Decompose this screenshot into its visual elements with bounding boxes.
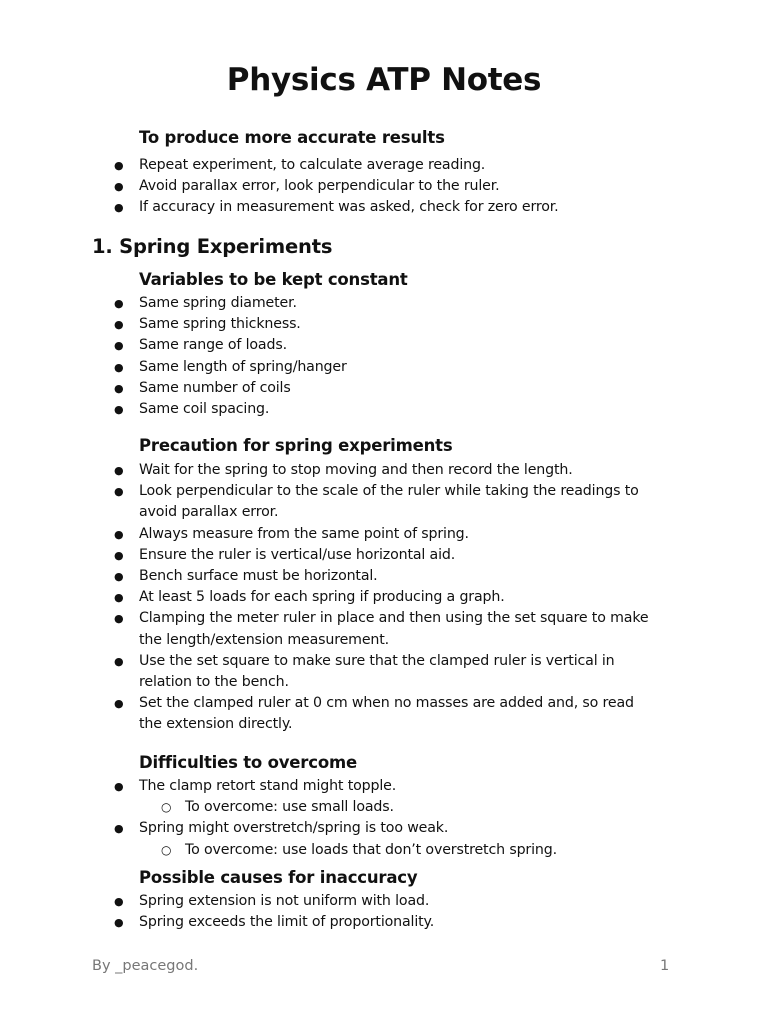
list-item: ● Look perpendicular to the scale of the ruler while taking the readings to avoid parallax error. bbox=[114, 483, 639, 521]
constants-heading: Variables to be kept constant bbox=[139, 270, 408, 289]
bullet-icon: ● bbox=[114, 527, 124, 541]
list-item: ● Bench surface must be horizontal. bbox=[114, 566, 659, 587]
list-item: ● Avoid parallax error, look perpendicular to the ruler. bbox=[114, 176, 674, 197]
list-item bbox=[114, 840, 674, 861]
section-heading-spring: 1. Spring Experiments bbox=[92, 235, 333, 258]
list-item: ● Same number of coils bbox=[114, 378, 674, 399]
list-item: ● Same range of loads. bbox=[114, 335, 674, 356]
bullet-icon: ● bbox=[114, 403, 124, 417]
inaccuracy-heading: Possible causes for inaccuracy bbox=[139, 868, 418, 887]
list-item: ● Same length of spring/hanger bbox=[114, 357, 674, 378]
bullet-icon: ● bbox=[114, 591, 124, 605]
list-item: ● Spring extension is not uniform with load. bbox=[114, 891, 674, 912]
bullet-icon: ● bbox=[114, 895, 124, 908]
list-item: ● Ensure the ruler is vertical/use horizontal aid. bbox=[114, 545, 659, 566]
list-item: ● Same coil spacing. bbox=[114, 399, 674, 420]
page-number: 1 bbox=[660, 958, 670, 974]
list-item: ● At least 5 loads for each spring if producing a graph. bbox=[114, 587, 659, 608]
page-title: Physics ATP Notes bbox=[226, 62, 542, 98]
accuracy-heading: To produce more accurate results bbox=[139, 128, 445, 147]
bullet-icon: ● bbox=[114, 381, 124, 395]
circle-bullet-icon: ○ bbox=[161, 842, 172, 857]
sub-list bbox=[114, 840, 674, 861]
list-item: ● If accuracy in measurement was asked, check for zero error. bbox=[114, 197, 674, 218]
bullet-icon: ● bbox=[114, 570, 124, 584]
bullet-icon: ● bbox=[114, 339, 124, 353]
difficulties-list bbox=[114, 776, 674, 861]
bullet-icon: ● bbox=[114, 654, 124, 668]
list-item: ● The clamp retort stand might topple. bbox=[114, 776, 674, 797]
list-item: ● Same spring thickness. bbox=[114, 314, 674, 335]
constants-list bbox=[114, 293, 674, 420]
footer-author: By _peacegod. bbox=[92, 958, 199, 974]
list-item bbox=[114, 797, 674, 818]
list-item: ● Repeat experiment, to calculate average reading. bbox=[114, 155, 674, 176]
list-item: ● Always measure from the same point of spring. bbox=[114, 524, 659, 545]
circle-bullet-icon: ○ bbox=[161, 800, 172, 815]
bullet-icon: ● bbox=[114, 822, 124, 836]
bullet-icon: ● bbox=[114, 612, 124, 626]
list-item: ● Wait for the spring to stop moving and then record the length. bbox=[114, 460, 659, 481]
bullet-icon: ● bbox=[114, 297, 124, 310]
bullet-icon: ● bbox=[114, 464, 124, 477]
sub-list bbox=[114, 797, 674, 818]
bullet-icon: ● bbox=[114, 159, 124, 172]
bullet-icon: ● bbox=[114, 780, 124, 793]
bullet-icon: ● bbox=[114, 201, 124, 215]
sub-list-item: ○ To overcome: use small loads. bbox=[114, 797, 674, 818]
difficulties-heading: Difficulties to overcome bbox=[139, 753, 357, 772]
list-item: ● Same spring diameter. bbox=[114, 293, 674, 314]
precautions-heading: Precaution for spring experiments bbox=[139, 436, 453, 455]
list-item: ● Spring exceeds the limit of proportionality. bbox=[114, 912, 674, 933]
bullet-icon: ● bbox=[114, 548, 124, 562]
bullet-icon: ● bbox=[114, 916, 124, 930]
list-item: ● Spring might overstretch/spring is too weak. bbox=[114, 818, 674, 839]
inaccuracy-list bbox=[114, 891, 674, 933]
list-item: ● Use the set square to make sure that the clamped ruler is vertical in relation to the bench. bbox=[114, 652, 615, 691]
accuracy-list bbox=[114, 155, 674, 219]
bullet-icon: ● bbox=[114, 318, 124, 332]
bullet-icon: ● bbox=[114, 180, 124, 194]
precautions-list bbox=[114, 460, 659, 736]
bullet-icon: ● bbox=[114, 485, 124, 499]
bullet-icon: ● bbox=[114, 697, 124, 711]
list-item: ● Set the clamped ruler at 0 cm when no masses are added and, so read the extension directly. bbox=[114, 695, 634, 733]
list-item: ● Clamping the meter ruler in place and then using the set square to make the length/extension measurement. bbox=[114, 610, 649, 648]
bullet-icon: ● bbox=[114, 360, 124, 374]
sub-list-item: ○ To overcome: use loads that don’t overstretch spring. bbox=[114, 840, 674, 861]
